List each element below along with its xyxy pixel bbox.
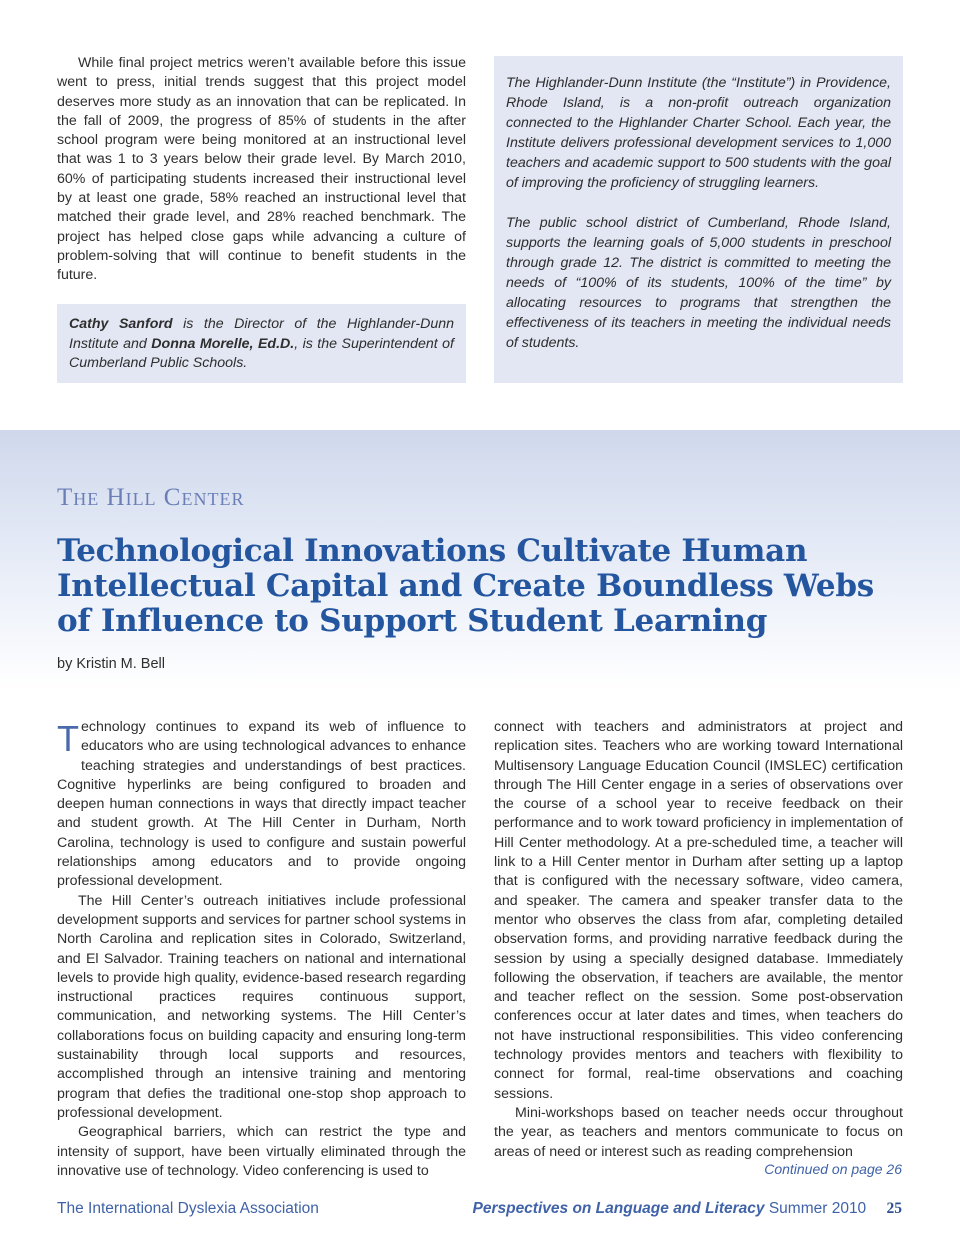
- sidebar-box: [494, 56, 903, 383]
- author-bio-text: [69, 315, 454, 374]
- author-bio-part-1: is the Director of the Highlander-Dunn Institute and: [69, 316, 454, 352]
- footer-issue: Summer 2010: [768, 1200, 867, 1217]
- article-paragraph-1: [57, 718, 466, 892]
- article-paragraph-4: connect with teachers and administrators at project and replication sites. Teachers who are working toward International Multisensory Language Education Council (IMSLEC) certification through The Hill Center engage in a series of observations over the course of a school year to receive feedback on their performance and to work toward proficiency in implementation of Hill Center methodology. At a pre-scheduled time, a teacher will link to a Hill Center mentor in Durham after setting up a laptop that is configured with the necessary software, video camera, and speaker. The camera and speaker transfer data to the mentor who observes the class from afar, completing detailed observation forms, and providing narrative feedback during the session by using a specially designed database. Immediately following the observation, if teachers are available, the mentor and teacher reflect on the session. Some post-observation conferences occur at later dates and times, when teachers do not have instructional responsibilities. This video conferencing technology provides mentors and teachers with flexibility to connect for formal, real-time observations and coaching sessions.: [494, 719, 903, 1102]
- footer-journal-info: [472, 1200, 902, 1218]
- top-left-column: [57, 54, 466, 286]
- article-column-right: [494, 718, 903, 1162]
- continued-link[interactable]: Continued on page 26: [764, 1161, 902, 1177]
- article-column-left: [57, 718, 466, 1181]
- article-paragraph-5: Mini-workshops based on teacher needs occur throughout the year, as teachers and mentors communicate to focus on areas of need or interest such as reading comprehension: [494, 1104, 903, 1160]
- article-paragraph-2: The Hill Center’s outreach initiatives include professional development supports and services for partner school systems in North Carolina and replication sites in Colorado, Switzerland, and El Salvador. Training teachers on national and international levels to provide high quality, evidence-based research regarding instructional practices requires continuous support, communication, and networking systems. The Hill Center’s collaborations focus on building capacity and ensuring long-term sustainability through local supports and resources, accomplished through an intensive training and mentoring program that defies the traditional one-stop shop approach to professional development.: [57, 892, 466, 1121]
- section-label: The Hill Center: [57, 484, 245, 511]
- page-number: 25: [886, 1200, 902, 1217]
- byline: by Kristin M. Bell: [57, 656, 165, 672]
- author-name-2: Donna Morelle, Ed.D.: [151, 335, 295, 352]
- article-paragraph-3: Geographical barriers, which can restrict the type and intensity of support, have been virtually eliminated through the innovative use of technology. Video conferencing is used to: [57, 1124, 466, 1179]
- article-paragraph-1-text: echnology continues to expand its web of influence to educators who are using technological advances to enhance teaching strategies and understandings of best practices. Cognitive hyperlinks are being configured to broaden and deepen human connections in ways that directly impact teacher and student growth. At The Hill Center in Durham, North Carolina, technology is used to configure and sustain powerful relationships among educators and to provide ongoing professional development.: [57, 719, 466, 890]
- author-bio-box: [57, 304, 466, 383]
- author-bio-part-2: , is the Superintendent of Cumberland Public Schools.: [69, 335, 455, 371]
- footer-journal-name: Perspectives on Language and Literacy: [472, 1200, 765, 1217]
- closing-paragraph: While final project metrics weren’t available before this issue went to press, initial trends suggest that this project model deserves more study as an innovation that can be replicated. In the fall of 2009, the progress of 85% of students in the after school program were being monitored at an instructional level that was 1 to 3 years below their grade level. By March 2010, 60% of participating students increased their instructional level by at least one grade, 58% reached an instructional level that matched their grade level, and 28% reached benchmark. The project has helped close gaps while advancing a culture of problem-solving that will continue to benefit students in the future.: [57, 55, 466, 284]
- author-name-1: Cathy Sanford: [69, 316, 173, 332]
- sidebar-paragraph-institute: The Highlander-Dunn Institute (the “Institute”) in Providence, Rhode Island, is a non-profit outreach organization connected to the Highlander Charter School. Each year, the Institute delivers professional development services to 1,000 teachers and academic support to 500 students with the goal of improving the proficiency of struggling learners.: [506, 75, 891, 191]
- sidebar-paragraph-district: The public school district of Cumberland, Rhode Island, supports the learning goals of 5,000 students in preschool through grade 12. The district is committed to meeting the needs of “100% of its students, 100% of the time” by allocating resources to programs that strengthen the effectiveness of its teachers in meeting the individual needs of students.: [506, 215, 891, 351]
- article-title: Technological Innovations Cultivate Human Intellectual Capital and Create Boundless Webs of Influence to Support Student Learning: [57, 533, 874, 639]
- drop-cap: T: [57, 718, 79, 759]
- footer-organization: The International Dyslexia Association: [57, 1200, 319, 1217]
